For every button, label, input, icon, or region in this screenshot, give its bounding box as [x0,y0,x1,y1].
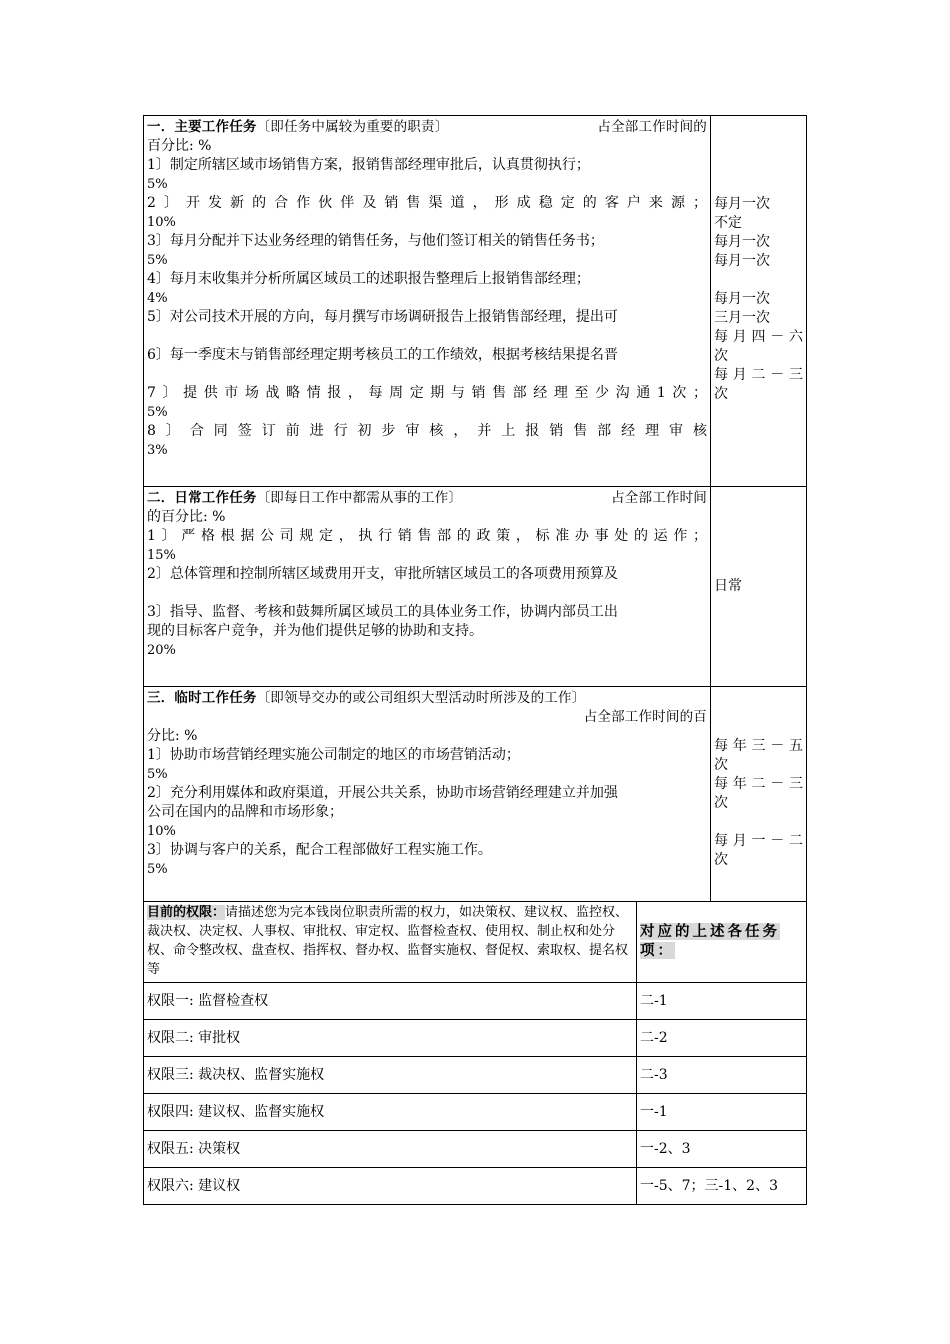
freq-text: 每月一次 [714,234,770,250]
authority-ref: 一-5、7；三-1、2、3 [640,1178,778,1194]
authority-label: 权限一: 监督检查权 [144,983,637,1019]
freq-text: 每月一次 [714,253,770,269]
temp-tasks-frequency [711,687,806,901]
authority-label: 权限三: 裁决权、监督实施权 [144,1057,637,1093]
task-pct: 10% [147,215,176,230]
task-pct: 15% [147,548,176,563]
task-pct: 20% [147,643,176,658]
daily-tasks-share-suffix: 的百分比: % [147,509,226,525]
freq-text: 每月二－三 [714,367,803,383]
authority-row [143,1093,807,1130]
task-item: 3〕指导、监督、考核和鼓舞所属区域员工的具体业务工作，协调内部员工出 [147,604,618,620]
job-description-table [143,115,807,1205]
freq-text: 每月一次 [714,291,770,307]
daily-tasks-note: 〔即每日工作中都需从事的工作〕 [256,490,463,506]
main-tasks-share-suffix: 百分比: % [147,138,212,154]
daily-tasks-content [144,487,711,686]
freq-text: 日常 [714,578,742,594]
freq-text: 次 [714,348,728,364]
task-pct: 5% [147,405,168,420]
temp-tasks-content [144,687,711,901]
authority-header [143,902,807,982]
freq-text: 每月一－二 [714,833,803,849]
authority-description [144,902,637,982]
freq-text: 次 [714,757,728,773]
main-tasks-share-label: 占全部工作时间的 [597,119,707,135]
task-item: 1〕协助市场营销经理实施公司制定的地区的市场营销活动； [147,747,520,763]
authority-row [143,1167,807,1205]
temp-tasks-note: 〔即领导交办的或公司组织大型活动时所涉及的工作〕 [256,690,586,706]
authority-ref: 一-1 [640,1104,668,1120]
authority-label: 权限四: 建议权、监督实施权 [144,1094,637,1130]
main-tasks-frequency [711,116,806,486]
freq-text: 每年三－五 [714,738,803,754]
daily-tasks-share-label: 占全部工作时间 [611,490,707,506]
task-item: 5〕对公司技术开展的方向，每月撰写市场调研报告上报销售部经理，提出可 [147,309,618,325]
task-item: 公司在国内的品牌和市场形象； [147,804,343,820]
authority-row [143,1056,807,1093]
daily-tasks-header [147,489,707,508]
authority-text: 请描述您为完本钱岗位职责所需的权力，如决策权、建议权、监控权、裁决权、决定权、人事权、审批权、审定权、监督检查权、使用权、制止权和处分权、命令整改权、盘查权、指挥权、督办权、监督实施权、督促权、索取权、提名权等 [147,905,629,977]
task-item: 3〕每月分配并下达业务经理的销售任务，与他们签订相关的销售任务书； [147,233,604,249]
task-pct: 5% [147,862,168,877]
task-pct: 5% [147,767,168,782]
temp-tasks-title: 三．临时工作任务 [147,690,257,706]
task-pct: 5% [147,253,168,268]
task-item: 6〕每一季度末与销售部经理定期考核员工的工作绩效，根据考核结果提名晋 [147,347,618,363]
freq-text: 三月一次 [714,310,770,326]
authority-row [143,982,807,1019]
task-pct: 3% [147,443,168,458]
freq-text: 不定 [714,215,742,231]
authority-ref: 一-2、3 [640,1141,691,1157]
authority-label: 权限六: 建议权 [144,1168,637,1204]
task-item: 现的目标客户竞争，并为他们提供足够的协助和支持。 [147,623,483,639]
freq-text: 次 [714,795,728,811]
daily-tasks-title: 二．日常工作任务 [147,490,257,506]
task-pct: 10% [147,824,176,839]
authority-row [143,1019,807,1056]
task-item: 3〕协调与客户的关系，配合工程部做好工程实施工作。 [147,842,492,858]
authority-task-ref-header: 对应的上述各任务项： [640,923,780,959]
authority-ref: 二-1 [640,993,668,1009]
authority-row [143,1130,807,1167]
freq-text: 次 [714,852,728,868]
daily-tasks-frequency [711,487,806,686]
authority-title: 目前的权限： [147,905,226,920]
main-tasks-content [144,116,711,486]
task-item: 1〕严格根据公司规定，执行销售部的政策，标准办事处的运作； [147,528,707,544]
task-item: 2〕充分利用媒体和政府渠道，开展公共关系，协助市场营销经理建立并加强 [147,785,618,801]
task-pct: 4% [147,291,168,306]
task-item: 8〕合同签订前进行初步审核，并上报销售部经理审核 [147,423,707,439]
freq-text: 每月一次 [714,196,770,212]
main-tasks-note: 〔即任务中属较为重要的职责〕 [256,119,449,135]
temp-tasks-share-label: 占全部工作时间的百 [583,709,707,725]
section-main-tasks [143,115,807,486]
freq-text: 每年二－三 [714,776,803,792]
authority-label: 权限五: 决策权 [144,1131,637,1167]
task-item: 2〕总体管理和控制所辖区域费用开支，审批所辖区域员工的各项费用预算及 [147,566,618,582]
freq-text: 次 [714,386,728,402]
task-item: 7〕提供市场战略情报，每周定期与销售部经理至少沟通1次； [147,385,707,401]
authority-label: 权限二: 审批权 [144,1020,637,1056]
main-tasks-title: 一．主要工作任务 [147,119,257,135]
temp-tasks-share-suffix: 分比: % [147,728,198,744]
task-pct: 5% [147,177,168,192]
main-tasks-header [147,118,707,137]
task-item: 4〕每月末收集并分析所属区域员工的述职报告整理后上报销售部经理； [147,271,590,287]
authority-ref: 二-3 [640,1067,668,1083]
section-daily-tasks [143,486,807,686]
task-item: 2〕开发新的合作伙伴及销售渠道，形成稳定的客户来源； [147,195,707,211]
authority-ref: 二-2 [640,1030,668,1046]
freq-text: 每月四－六 [714,329,803,345]
temp-tasks-header [147,689,707,708]
task-item: 1〕制定所辖区域市场销售方案，报销售部经理审批后，认真贯彻执行； [147,157,590,173]
section-temp-tasks [143,686,807,902]
